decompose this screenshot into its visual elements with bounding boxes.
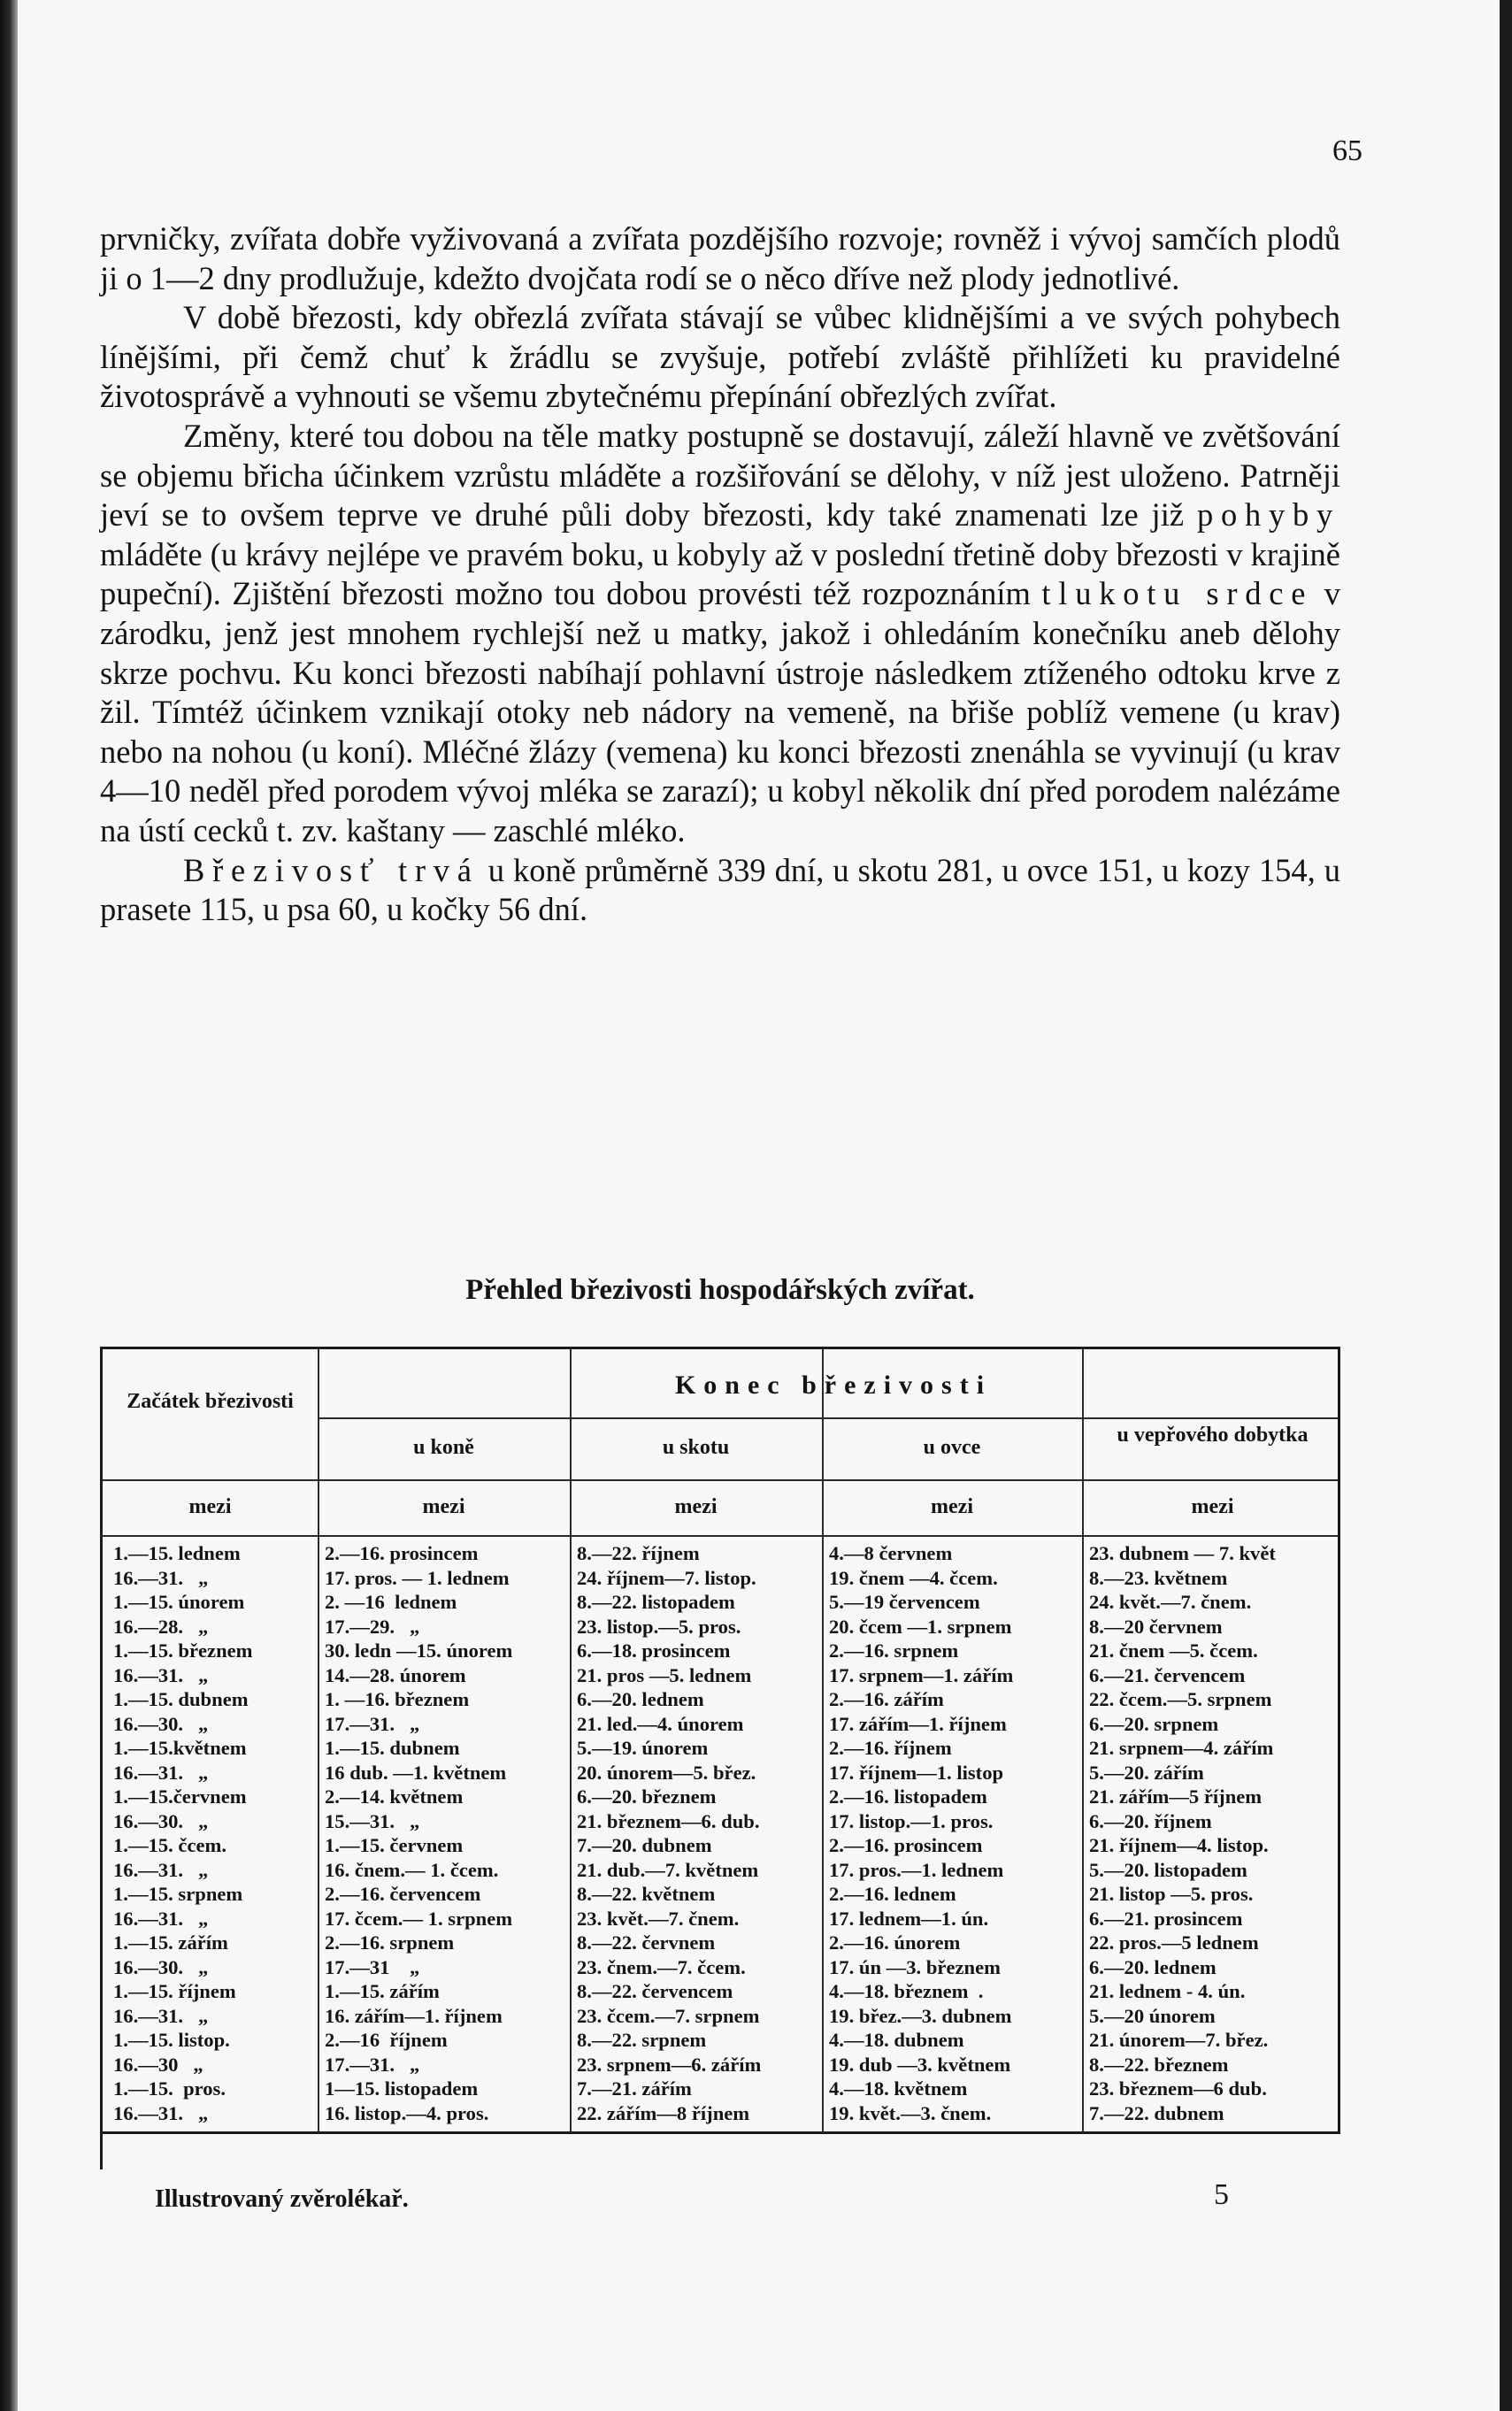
- sheep-cell: 17. lednem—1. ún.: [829, 1907, 989, 1930]
- cattle-cell: 8.—22. říjnem: [577, 1542, 700, 1564]
- sheep-cell: 17. zářím—1. říjnem: [829, 1712, 1007, 1735]
- start-cell: 1.—15. listop.: [113, 2029, 230, 2051]
- pig-cell: 21. lednem - 4. ún.: [1089, 1980, 1246, 2002]
- horse-cell: 2.—16 říjnem: [325, 2029, 448, 2051]
- col-header-pig: u vepřového dobytka: [1117, 1424, 1309, 1447]
- pig-cell: 21. říjnem—4. listop.: [1089, 1834, 1269, 1856]
- page-number: 65: [1332, 134, 1362, 167]
- horse-cell: 2.—16. srpnem: [325, 1931, 455, 1954]
- start-cell: 16.—30. „: [113, 1809, 209, 1832]
- body-text: [100, 219, 1340, 930]
- horse-cell: 16. listop.—4. pros.: [325, 2101, 489, 2124]
- start-cell: 1.—15. dubnem: [113, 1688, 249, 1710]
- horse-cell: 17. pros. — 1. lednem: [325, 1566, 510, 1589]
- horse-cell: 17.—31 „: [325, 1955, 420, 1978]
- pig-cell: 6.—20. říjnem: [1089, 1809, 1212, 1832]
- sheep-cell: 4.—8 červnem: [829, 1542, 953, 1564]
- horse-cell: 16. čnem.— 1. čcem.: [325, 1858, 499, 1881]
- footer-signature-mark: 5: [1214, 2178, 1229, 2211]
- cattle-cell: 23. květ.—7. čnem.: [577, 1907, 740, 1930]
- sheep-cell: 4.—18. dubnem: [829, 2029, 964, 2051]
- start-cell: 1.—15. čcem.: [113, 1834, 226, 1856]
- horse-cell: 17.—31. „: [325, 1712, 420, 1735]
- horse-cell: 16. zářím—1. říjnem: [325, 2004, 503, 2027]
- pig-cell: 5.—20 únorem: [1089, 2004, 1216, 2027]
- paragraph-3-part-e: v zárodku, jenž jest mnohem rychlejší než u matky, jakož i ohledáním konečníku aneb dělohy skrze pochvu. Ku konci březosti nabíhají pohlavní ústroje následkem ztíženého odtoku krve z žil. Tímtéž účinkem vznikají otoky neb nádory na vemeně, na břiše poblíž vemene (u krav) nebo na nohou (u koní). Mléčné žlázy (vemena) ku konci březosti znenáhla se vyvinují (u krav 4—10 neděl před porodem vývoj mléka se zarazí); u kobyl několik dní před porodem nalézáme na ústí cecků t. zv. kaštany — zaschlé mléko.: [100, 575, 1340, 848]
- sheep-cell: 17. ún —3. březnem: [829, 1955, 1001, 1978]
- cattle-cell: 6.—18. prosincem: [577, 1639, 731, 1662]
- start-cell: 1.—15. únorem: [113, 1591, 245, 1613]
- pig-cell: 8.—23. květnem: [1089, 1566, 1228, 1589]
- col-header-horse: u koně: [413, 1436, 474, 1459]
- pig-cell: 22. čcem.—5. srpnem: [1089, 1688, 1272, 1710]
- sheep-cell: 17. pros.—1. lednem: [829, 1858, 1004, 1881]
- pig-cell: 23. dubnem — 7. květ: [1089, 1542, 1276, 1564]
- sheep-cell: 19. čnem —4. čcem.: [829, 1566, 998, 1589]
- start-cell: 16.—30. „: [113, 1955, 209, 1978]
- sheep-cell: 19. břez.—3. dubnem: [829, 2004, 1012, 2027]
- pig-cell: 22. pros.—5 lednem: [1089, 1931, 1259, 1954]
- start-cell: 16.—31. „: [113, 1858, 209, 1881]
- start-cell: 1.—15.květnem: [113, 1737, 247, 1759]
- horse-cell: 14.—28. únorem: [325, 1663, 466, 1686]
- pig-cell: 21. únorem—7. břez.: [1089, 2029, 1269, 2051]
- pig-cell: 6.—20. lednem: [1089, 1955, 1217, 1978]
- pig-cell: 6.—20. srpnem: [1089, 1712, 1219, 1735]
- paragraph-4-rest: u koně průměrně 339 dní, u skotu 281, u ovce 151, u kozy 154, u prasete 115, u psa 60, u kočky 56 dní.: [100, 851, 1341, 928]
- start-cell: 1.—15. pros.: [113, 2077, 226, 2100]
- cattle-cell: 7.—21. zářím: [577, 2077, 692, 2100]
- header-rule: [103, 1535, 1338, 1537]
- col-separator: [1082, 1349, 1084, 2131]
- horse-cell: 17. čcem.— 1. srpnem: [325, 1907, 513, 1930]
- cattle-cell: 23. čnem.—7. čcem.: [577, 1955, 746, 1978]
- start-column: [113, 1541, 315, 2125]
- mezi-label: mezi: [931, 1495, 973, 1518]
- cattle-cell: 6.—20. březnem: [577, 1785, 717, 1808]
- cattle-cell: 6.—20. lednem: [577, 1688, 704, 1710]
- sheep-column: [829, 1541, 1079, 2125]
- horse-cell: 17.—31. „: [325, 2053, 420, 2076]
- emphasis-brezivost: Březivosť trvá: [183, 851, 480, 888]
- table-bottom-mark: [100, 2134, 103, 2169]
- start-cell: 16.—31. „: [113, 2101, 209, 2124]
- horse-cell: 1.—15. červnem: [325, 1834, 464, 1856]
- sheep-cell: 19. květ.—3. čnem.: [829, 2101, 992, 2124]
- horse-cell: 1.—15. zářím: [325, 1980, 440, 2002]
- sheep-cell: 5.—19 červencem: [829, 1591, 980, 1613]
- cattle-cell: 23. čcem.—7. srpnem: [577, 2004, 760, 2027]
- cattle-cell: 7.—20. dubnem: [577, 1834, 712, 1856]
- col-separator: [570, 1349, 572, 2131]
- pig-cell: 8.—22. březnem: [1089, 2053, 1229, 2076]
- end-header: Konec březivosti: [674, 1371, 993, 1400]
- sheep-cell: 2.—16. srpnem: [829, 1639, 959, 1662]
- sheep-cell: 2.—16. říjnem: [829, 1737, 952, 1759]
- sheep-cell: 4.—18. květnem: [829, 2077, 968, 2100]
- pig-cell: 7.—22. dubnem: [1089, 2101, 1224, 2124]
- cattle-cell: 21. pros —5. lednem: [577, 1663, 752, 1686]
- start-cell: 16.—30. „: [113, 1712, 209, 1735]
- footer-book-title: Illustrovaný zvěrolékař.: [155, 2185, 409, 2213]
- col-separator: [318, 1349, 319, 2131]
- col-header-sheep: u ovce: [923, 1436, 981, 1459]
- pig-cell: 21. zářím—5 říjnem: [1089, 1785, 1263, 1808]
- paragraph-3: [100, 417, 1340, 851]
- horse-cell: 2.—14. květnem: [325, 1785, 464, 1808]
- pig-cell: 5.—20. zářím: [1089, 1761, 1204, 1784]
- sheep-cell: 4.—18. březnem .: [829, 1980, 984, 2002]
- paragraph-2: V době březosti, kdy obřezlá zvířata stávají se vůbec klidnějšími a ve svých pohybech línějšími, při čemž chuť k žrádlu se zvyšuje, potřebí zvláště přihlížeti ku pravidelné životosprávě a vyhnouti se všemu zbytečnému přepínání obřezlých zvířat.: [100, 299, 1340, 415]
- horse-cell: 1—15. listopadem: [325, 2077, 479, 2100]
- start-cell: 16.—31. „: [113, 1907, 209, 1930]
- horse-cell: 2.—16. prosincem: [325, 1542, 479, 1564]
- horse-cell: 1. —16. březnem: [325, 1688, 470, 1710]
- cattle-cell: 23. listop.—5. pros.: [577, 1615, 741, 1638]
- pig-cell: 24. květ.—7. čnem.: [1089, 1591, 1252, 1613]
- pig-cell: 21. čnem —5. čcem.: [1089, 1639, 1258, 1662]
- start-cell: 16.—31. „: [113, 1663, 209, 1686]
- paragraph-4: [100, 851, 1340, 930]
- col-separator: [822, 1349, 824, 2131]
- pig-cell: 5.—20. listopadem: [1089, 1858, 1247, 1881]
- cattle-cell: 23. srpnem—6. zářím: [577, 2053, 762, 2076]
- start-cell: 16.—31. „: [113, 1566, 209, 1589]
- start-cell: 1.—15. lednem: [113, 1542, 241, 1564]
- start-cell: 16.—28. „: [113, 1615, 209, 1638]
- cattle-cell: 21. dub.—7. květnem: [577, 1858, 759, 1881]
- cattle-cell: 8.—22. květnem: [577, 1883, 716, 1905]
- start-cell: 16.—31. „: [113, 2004, 209, 2027]
- gestation-table: [100, 1347, 1340, 2134]
- sheep-cell: 19. dub —3. květnem: [829, 2053, 1011, 2076]
- cattle-cell: 8.—22. srpnem: [577, 2029, 707, 2051]
- cattle-cell: 5.—19. únorem: [577, 1737, 709, 1759]
- header-rule: [103, 1479, 1338, 1481]
- emphasis-pohyby: pohyby: [1196, 496, 1340, 534]
- start-cell: 16.—30 „: [113, 2053, 203, 2076]
- sheep-cell: 17. listop.—1. pros.: [829, 1809, 994, 1832]
- mezi-label: mezi: [422, 1495, 465, 1518]
- sheep-cell: 2.—16. zářím: [829, 1688, 944, 1710]
- start-cell: 1.—15.červnem: [113, 1785, 247, 1808]
- cattle-cell: 8.—22. listopadem: [577, 1591, 735, 1613]
- cattle-cell: 21. led.—4. únorem: [577, 1712, 744, 1735]
- sheep-cell: 20. čcem —1. srpnem: [829, 1615, 1012, 1638]
- horse-cell: 17.—29. „: [325, 1615, 420, 1638]
- start-cell: 16.—31. „: [113, 1761, 209, 1784]
- table-title: Přehled březivosti hospodářských zvířat.: [465, 1274, 975, 1306]
- horse-cell: 15.—31. „: [325, 1809, 420, 1832]
- paragraph-3-part-a: Změny, které tou dobou na těle matky postupně se dostavují, záleží hlavně ve zvětšování se objemu břicha účinkem vzrůstu mláděte a rozšiřování se dělohy, v níž jest uloženo. Patrněji jeví se to ovšem teprve ve druhé půli doby březosti, kdy také znamenati lze již: [100, 417, 1340, 534]
- pig-cell: 21. listop —5. pros.: [1089, 1883, 1254, 1905]
- mezi-label: mezi: [1191, 1495, 1234, 1518]
- sheep-cell: 2.—16. listopadem: [829, 1785, 987, 1808]
- col-header-cattle: u skotu: [662, 1436, 730, 1459]
- cattle-cell: 8.—22. červnem: [577, 1931, 716, 1954]
- pig-cell: 6.—21. prosincem: [1089, 1907, 1243, 1930]
- cattle-cell: 22. zářím—8 říjnem: [577, 2101, 750, 2124]
- pig-cell: 23. březnem—6 dub.: [1089, 2077, 1267, 2100]
- sheep-cell: 2.—16. lednem: [829, 1883, 956, 1905]
- horse-cell: 1.—15. dubnem: [325, 1737, 460, 1759]
- horse-cell: 30. ledn —15. únorem: [325, 1639, 513, 1662]
- mezi-label: mezi: [674, 1495, 718, 1518]
- paragraph-1: prvničky, zvířata dobře vyživovaná a zvířata pozdějšího rozvoje; rovněž i vývoj samčích plodů ji o 1—2 dny prodlužuje, kdežto dvojčata rodí se o něco dříve než plody jednotlivé.: [100, 220, 1340, 296]
- cattle-cell: 21. březnem—6. dub.: [577, 1809, 760, 1832]
- pig-cell: 6.—21. červencem: [1089, 1663, 1246, 1686]
- start-cell: 1.—15. říjnem: [113, 1980, 236, 2002]
- horse-cell: 16 dub. —1. květnem: [325, 1761, 507, 1784]
- scan-edge-shadow: [0, 0, 18, 2411]
- cattle-cell: 20. únorem—5. břez.: [577, 1761, 756, 1784]
- sheep-cell: 17. říjnem—1. listop: [829, 1761, 1004, 1784]
- horse-cell: 2.—16. červencem: [325, 1883, 481, 1905]
- pig-cell: 8.—20 červnem: [1089, 1615, 1223, 1638]
- horse-column: [325, 1541, 567, 2125]
- start-cell: 1.—15. srpnem: [113, 1883, 243, 1905]
- cattle-cell: 8.—22. červencem: [577, 1980, 733, 2002]
- cattle-column: [577, 1541, 819, 2125]
- mezi-label: mezi: [188, 1495, 232, 1518]
- cattle-cell: 24. říjnem—7. listop.: [577, 1566, 756, 1589]
- sheep-cell: 2.—16. únorem: [829, 1931, 961, 1954]
- start-cell: 1.—15. březnem: [113, 1639, 253, 1662]
- header-rule: [318, 1417, 1338, 1419]
- start-header: Začátek březivosti: [127, 1390, 294, 1413]
- sheep-cell: 2.—16. prosincem: [829, 1834, 983, 1856]
- start-cell: 1.—15. zářím: [113, 1931, 228, 1954]
- sheep-cell: 17. srpnem—1. zářím: [829, 1663, 1014, 1686]
- paragraph-3-part-c: mláděte (u krávy nejlépe ve pravém boku, u kobyly až v poslední třetině doby březosti v krajině pupeční). Zjištění březosti možno tou dobou provésti též rozpoznáním: [100, 535, 1340, 612]
- horse-cell: 2. —16 lednem: [325, 1591, 457, 1613]
- pig-cell: 21. srpnem—4. zářím: [1089, 1737, 1274, 1759]
- pig-column: [1089, 1541, 1340, 2125]
- emphasis-tlukotu-srdce: tlukotu srdce: [1041, 575, 1314, 612]
